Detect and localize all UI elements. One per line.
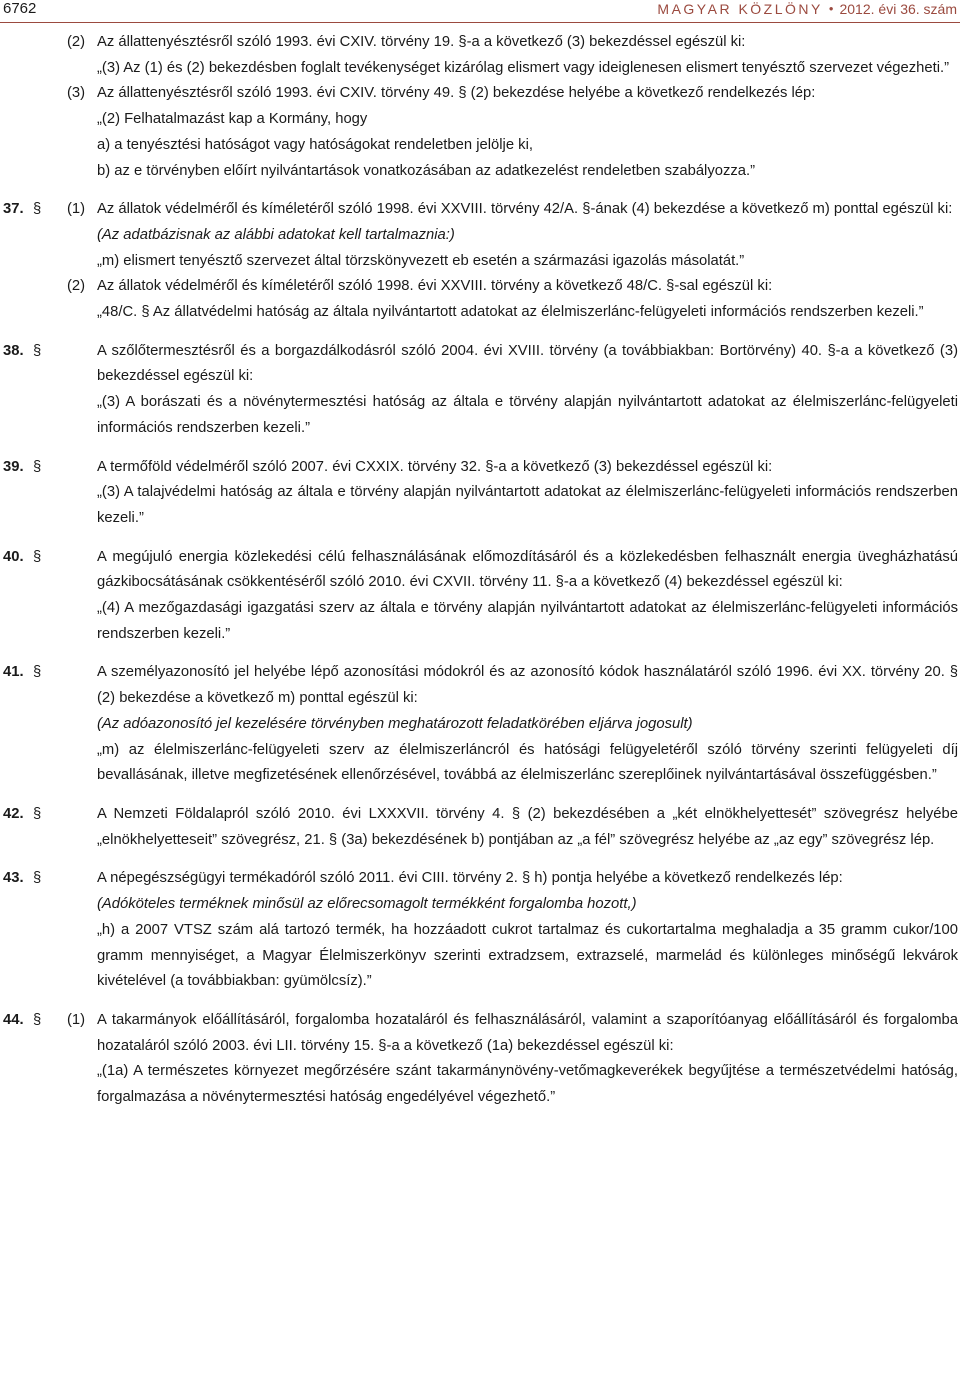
paragraph [0,133,960,159]
paragraph [0,274,960,300]
paragraph-number: (1) [67,1011,86,1028]
paragraph-text: b) az e törvényben előírt nyilvántartások vonatkozásában az adatkezelést rendeletben szabályozza.” [97,162,756,179]
paragraph-text: a) a tenyésztési hatóságot vagy hatóságokat rendeletben jelölje ki, [97,136,533,153]
section-number: 38. [3,342,24,359]
paragraph-text: „(3) A borászati és a növénytermesztési hatóság az általa e törvény alapján nyilvántartott adatokat az élelmiszerlánc-felügyeleti információs rendszerben kezeli.” [97,394,958,436]
document-body [0,30,960,1111]
section-mark: § [33,870,42,887]
paragraph [0,480,960,531]
paragraph-number: (3) [67,85,86,102]
paragraph [0,660,960,711]
paragraph [0,81,960,107]
section [0,30,960,184]
bullet-icon: ● [828,4,834,13]
paragraph [0,339,960,390]
section [0,455,960,532]
paragraph [0,892,960,918]
paragraph-text: A szőlőtermesztésről és a borgazdálkodásról szóló 2004. évi XVIII. törvény (a továbbiakban: Bortörvény) 40. §-a a következő (3) bekezdéssel egészül ki: [97,342,958,385]
section [0,866,960,995]
paragraph-number: (2) [67,34,86,50]
paragraph [0,1008,960,1059]
section [0,545,960,648]
paragraph [0,56,960,82]
paragraph-text: A népegészségügyi termékadóról szóló 2011. évi CIII. törvény 2. § h) pontja helyébe a következő rendelkezés lép: [97,870,843,887]
section-mark: § [33,805,42,822]
paragraph [0,866,960,892]
section-mark: § [33,1011,42,1028]
paragraph-text: „m) elismert tenyésztő szervezet által törzskönyvezett eb esetén a származási igazolás másolatát.” [97,252,745,269]
page-number: 6762 [3,0,37,17]
section-number: 42. [3,805,24,822]
section [0,339,960,442]
paragraph-text: Az állattenyésztésről szóló 1993. évi CXIV. törvény 19. §-a a következő (3) bekezdéssel egészül ki: [97,34,746,50]
section-number: 41. [3,664,24,681]
paragraph [0,455,960,481]
section-mark: § [33,664,42,681]
paragraph-text: A takarmányok előállításáról, forgalomba hozataláról és felhasználásáról, valamint a szaporítóanyag előállításáról és forgalomba hozataláról szóló 2003. évi LII. törvény 15. §-a a következő (1a) bekezdéssel egészül ki: [97,1011,958,1054]
paragraph-text: „(4) A mezőgazdasági igazgatási szerv az általa e törvény alapján nyilvántartott adatokat az élelmiszerlánc-felügyeleti információs rendszerben kezeli.” [97,600,958,642]
paragraph [0,30,960,56]
section-mark: § [33,458,42,475]
paragraph-text: „(3) A talajvédelmi hatóság az általa e törvény alapján nyilvántartott adatokat az élelmiszerlánc-felügyeleti információs rendszerben kezeli.” [97,484,958,526]
paragraph [0,918,960,995]
paragraph-text: (Adóköteles terméknek minősül az előrecsomagolt termékként forgalomba hozott,) [97,896,637,913]
paragraph-text: Az állatok védelméről és kíméletéről szóló 1998. évi XXVIII. törvény 42/A. §-ának (4) bekezdése a következő m) ponttal egészül ki: [97,201,953,218]
paragraph-text: Az állatok védelméről és kíméletéről szóló 1998. évi XXVIII. törvény a következő 48/C. §-sal egészül ki: [97,278,773,295]
section-mark: § [33,342,42,359]
paragraph-text: „48/C. § Az állatvédelmi hatóság az általa nyilvántartott adatokat az élelmiszerlánc-felügyeleti információs rendszerben kezeli.” [97,304,924,321]
paragraph-text: A megújuló energia közlekedési célú felhasználásának előmozdításáról és a közlekedésben felhasznált energia üvegházhatású gázkibocsátásának csökkentéséről szóló 2010. évi CXVII. törvény 11. §-a a következő (4) bekezdéssel egészül ki: [97,548,958,591]
paragraph-text: (Az adóazonosító jel kezelésére törvényben meghatározott feladatkörében eljárva jogosult) [97,715,693,732]
paragraph [0,712,960,738]
journal-title: MAGYAR KÖZLÖNY [657,1,823,17]
paragraph [0,107,960,133]
paragraph-text: „(3) Az (1) és (2) bekezdésben foglalt tevékenységet kizárólag elismert vagy ideiglenesen elismert tenyésztő szervezet végezheti.” [97,59,950,76]
section [0,802,960,853]
paragraph [0,1059,960,1110]
paragraph-text: „h) a 2007 VTSZ szám alá tartozó termék, ha hozzáadott cukrot tartalmaz és cukortartalma meghaladja a 35 gramm cukor/100 gramm mennyiséget, a Magyar Élelmiszerkönyv szerinti extradzsem, extrazselé, marmelád és különleges minőségű lekvárok kivételével (a továbbiakban: gyümölcsíz).” [97,921,958,990]
page-header [0,0,960,24]
section-mark: § [33,201,42,218]
paragraph-text: „m) az élelmiszerlánc-felügyeleti szerv az élelmiszerláncról és hatósági felügyeletéről szóló törvény szerinti felügyeleti díj bevallásának, illetve megfizetésének ellenőrzésével, továbbá az élelmiszerlánc szereplőinek nyilvántartásával összefüggésben.” [97,741,958,784]
journal-issue [657,0,957,18]
paragraph [0,249,960,275]
paragraph-text: A termőföld védelméről szóló 2007. évi CXXIX. törvény 32. §-a a következő (3) bekezdéssel egészül ki: [97,458,773,475]
section [0,1008,960,1111]
header-divider [0,22,960,23]
paragraph [0,197,960,223]
paragraph [0,802,960,853]
paragraph [0,545,960,596]
paragraph-text: A személyazonosító jel helyébe lépő azonosítási módokról és az azonosító kódok használatáról szóló 1996. évi XX. törvény 20. § (2) bekezdése a következő m) ponttal egészül ki: [97,664,958,707]
section-number: 43. [3,870,24,887]
paragraph [0,390,960,441]
section-mark: § [33,548,42,565]
paragraph [0,596,960,647]
issue-label: 2012. évi 36. szám [839,1,957,17]
paragraph-text: A Nemzeti Földalapról szóló 2010. évi LXXXVII. törvény 4. § (2) bekezdésében a „két elnökhelyettesét” szövegrész helyébe „elnökhelyetteseit” szövegrész, 21. § (3a) bekezdésének b) pontjában az „a fél” szövegrész helyébe az „az egy” szövegrész lép. [97,805,958,848]
paragraph-text: Az állattenyésztésről szóló 1993. évi CXIV. törvény 49. § (2) bekezdése helyébe a következő rendelkezés lép: [97,85,816,102]
paragraph [0,223,960,249]
paragraph [0,300,960,326]
paragraph-number: (1) [67,201,86,218]
section [0,660,960,789]
section-number: 37. [3,201,24,218]
paragraph-text: „(1a) A természetes környezet megőrzésére szánt takarmánynövény-vetőmagkeverékek begyűjtése a természetvédelmi hatóság, forgalmazása a növénytermesztési hatóság engedélyével végezhető.” [97,1063,958,1106]
paragraph [0,738,960,789]
paragraph [0,159,960,185]
section-number: 39. [3,458,24,475]
paragraph-text: (Az adatbázisnak az alábbi adatokat kell tartalmaznia:) [97,226,455,243]
section [0,197,960,326]
section-number: 40. [3,548,24,565]
paragraph-text: „(2) Felhatalmazást kap a Kormány, hogy [97,111,368,128]
section-number: 44. [3,1011,24,1028]
paragraph-number: (2) [67,278,86,295]
